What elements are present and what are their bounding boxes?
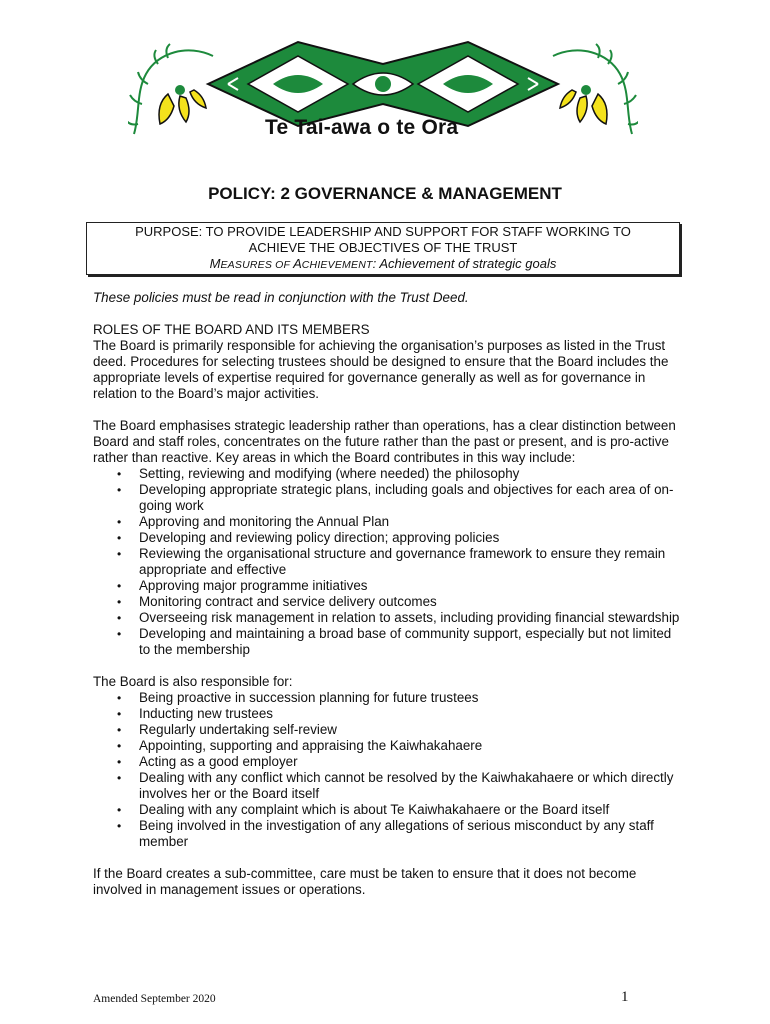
list-item-text: Dealing with any conflict which cannot be resolved by the Kaiwhakahaere or which directly involves her or the Board itself	[139, 770, 674, 801]
roles-paragraph-4: If the Board creates a sub-committee, care must be taken to ensure that it does not become involved in management issues or operations.	[93, 866, 637, 897]
list-item-text: Reviewing the organisational structure and governance framework to ensure they remain appropriate and effective	[139, 546, 666, 577]
list-item	[93, 594, 683, 610]
right-kowhai-vine-icon	[553, 44, 638, 134]
list-item-text: Developing and maintaining a broad base of community support, especially but not limited to the membership	[139, 626, 672, 657]
list-item	[93, 754, 683, 770]
bullet-icon: •	[117, 723, 122, 737]
page-number: 1	[621, 989, 629, 1005]
list-item-text: Approving major programme initiatives	[139, 578, 368, 593]
roles-paragraph-1: The Board is primarily responsible for achieving the organisation’s purposes as listed in the Trust deed. Procedures for selecting trustees should be designed to ensure that the Board includes the appropriate levels of expertise required for governance generally as well as for governance in relation to the Board’s major activities.	[93, 338, 669, 401]
list-item	[93, 610, 683, 626]
list-item	[93, 818, 683, 850]
list-item-text: Regularly undertaking self-review	[139, 722, 337, 737]
list-item-text: Being proactive in succession planning for future trustees	[139, 690, 479, 705]
list-item	[93, 802, 683, 818]
list-item-text: Monitoring contract and service delivery outcomes	[139, 594, 437, 609]
central-pattern-icon	[208, 42, 558, 126]
list-item	[93, 514, 683, 530]
roles-paragraph-2: The Board emphasises strategic leadership rather than operations, has a clear distinction between Board and staff roles, concentrates on the future rather than the past or present, and is pro-active rather than reactive. Key areas in which the Board contributes in this way include:	[93, 418, 676, 465]
list-item-text: Developing appropriate strategic plans, including goals and objectives for each area of on-going work	[139, 482, 674, 513]
list-item	[93, 706, 683, 722]
left-kowhai-flower-icon	[159, 85, 206, 124]
bullet-icon: •	[117, 627, 122, 641]
right-kowhai-flower-icon	[560, 85, 607, 124]
list-item	[93, 722, 683, 738]
bullet-icon: •	[117, 803, 122, 817]
deed-note: These policies must be read in conjunction with the Trust Deed.	[93, 290, 469, 305]
left-kowhai-vine-icon	[128, 44, 213, 134]
policy-body	[93, 290, 683, 898]
measures-label-chievement: CHIEVEMENT	[301, 259, 373, 271]
bullet-icon: •	[117, 755, 122, 769]
policy-title: POLICY: 2 GOVERNANCE & MANAGEMENT	[208, 184, 562, 203]
board-contributions-list	[93, 466, 683, 658]
bullet-icon: •	[117, 579, 122, 593]
list-item-text: Overseeing risk management in relation to assets, including providing financial stewardship	[139, 610, 680, 625]
list-item-text: Setting, reviewing and modifying (where needed) the philosophy	[139, 466, 520, 481]
list-item	[93, 690, 683, 706]
list-item-text: Acting as a good employer	[139, 754, 298, 769]
list-item-text: Being involved in the investigation of any allegations of serious misconduct by any staff member	[139, 818, 654, 849]
list-item	[93, 466, 683, 482]
list-item	[93, 578, 683, 594]
bullet-icon: •	[117, 691, 122, 705]
list-item	[93, 482, 683, 514]
list-item	[93, 530, 683, 546]
list-item-text: Dealing with any complaint which is about Te Kaiwhakahaere or the Board itself	[139, 802, 610, 817]
bullet-icon: •	[117, 611, 122, 625]
list-item	[93, 546, 683, 578]
purpose-box	[86, 222, 680, 275]
list-item-text: Approving and monitoring the Annual Plan	[139, 514, 390, 529]
list-item	[93, 626, 683, 658]
measures-text: : Achievement of strategic goals	[372, 256, 557, 271]
footer-amended: Amended September 2020	[93, 993, 216, 1005]
measures-label-easures: EASURES OF	[220, 259, 294, 271]
bullet-icon: •	[117, 595, 122, 609]
purpose-line-2: ACHIEVE THE OBJECTIVES OF THE TRUST	[248, 240, 518, 255]
measures-label-m: M	[209, 256, 221, 271]
list-item	[93, 770, 683, 802]
list-item-text: Developing and reviewing policy direction; approving policies	[139, 530, 500, 545]
roles-heading: ROLES OF THE BOARD AND ITS MEMBERS	[93, 322, 370, 337]
bullet-icon: •	[117, 547, 122, 561]
bullet-icon: •	[117, 819, 122, 833]
bullet-icon: •	[117, 771, 122, 785]
roles-paragraph-3: The Board is also responsible for:	[93, 674, 293, 689]
measures-label-a: A	[293, 256, 302, 271]
list-item-text: Inducting new trustees	[139, 706, 273, 721]
bullet-icon: •	[117, 515, 122, 529]
bullet-icon: •	[117, 467, 122, 481]
board-responsibilities-list	[93, 690, 683, 850]
bullet-icon: •	[117, 531, 122, 545]
bullet-icon: •	[117, 483, 122, 497]
list-item	[93, 738, 683, 754]
measures-of-achievement	[87, 256, 679, 273]
organisation-name: Te Tai-awa o te Ora	[265, 116, 459, 139]
bullet-icon: •	[117, 739, 122, 753]
purpose-line-1: PURPOSE: TO PROVIDE LEADERSHIP AND SUPPORT FOR STAFF WORKING TO	[135, 224, 631, 239]
bullet-icon: •	[117, 707, 122, 721]
list-item-text: Appointing, supporting and appraising the Kaiwhakahaere	[139, 738, 483, 753]
